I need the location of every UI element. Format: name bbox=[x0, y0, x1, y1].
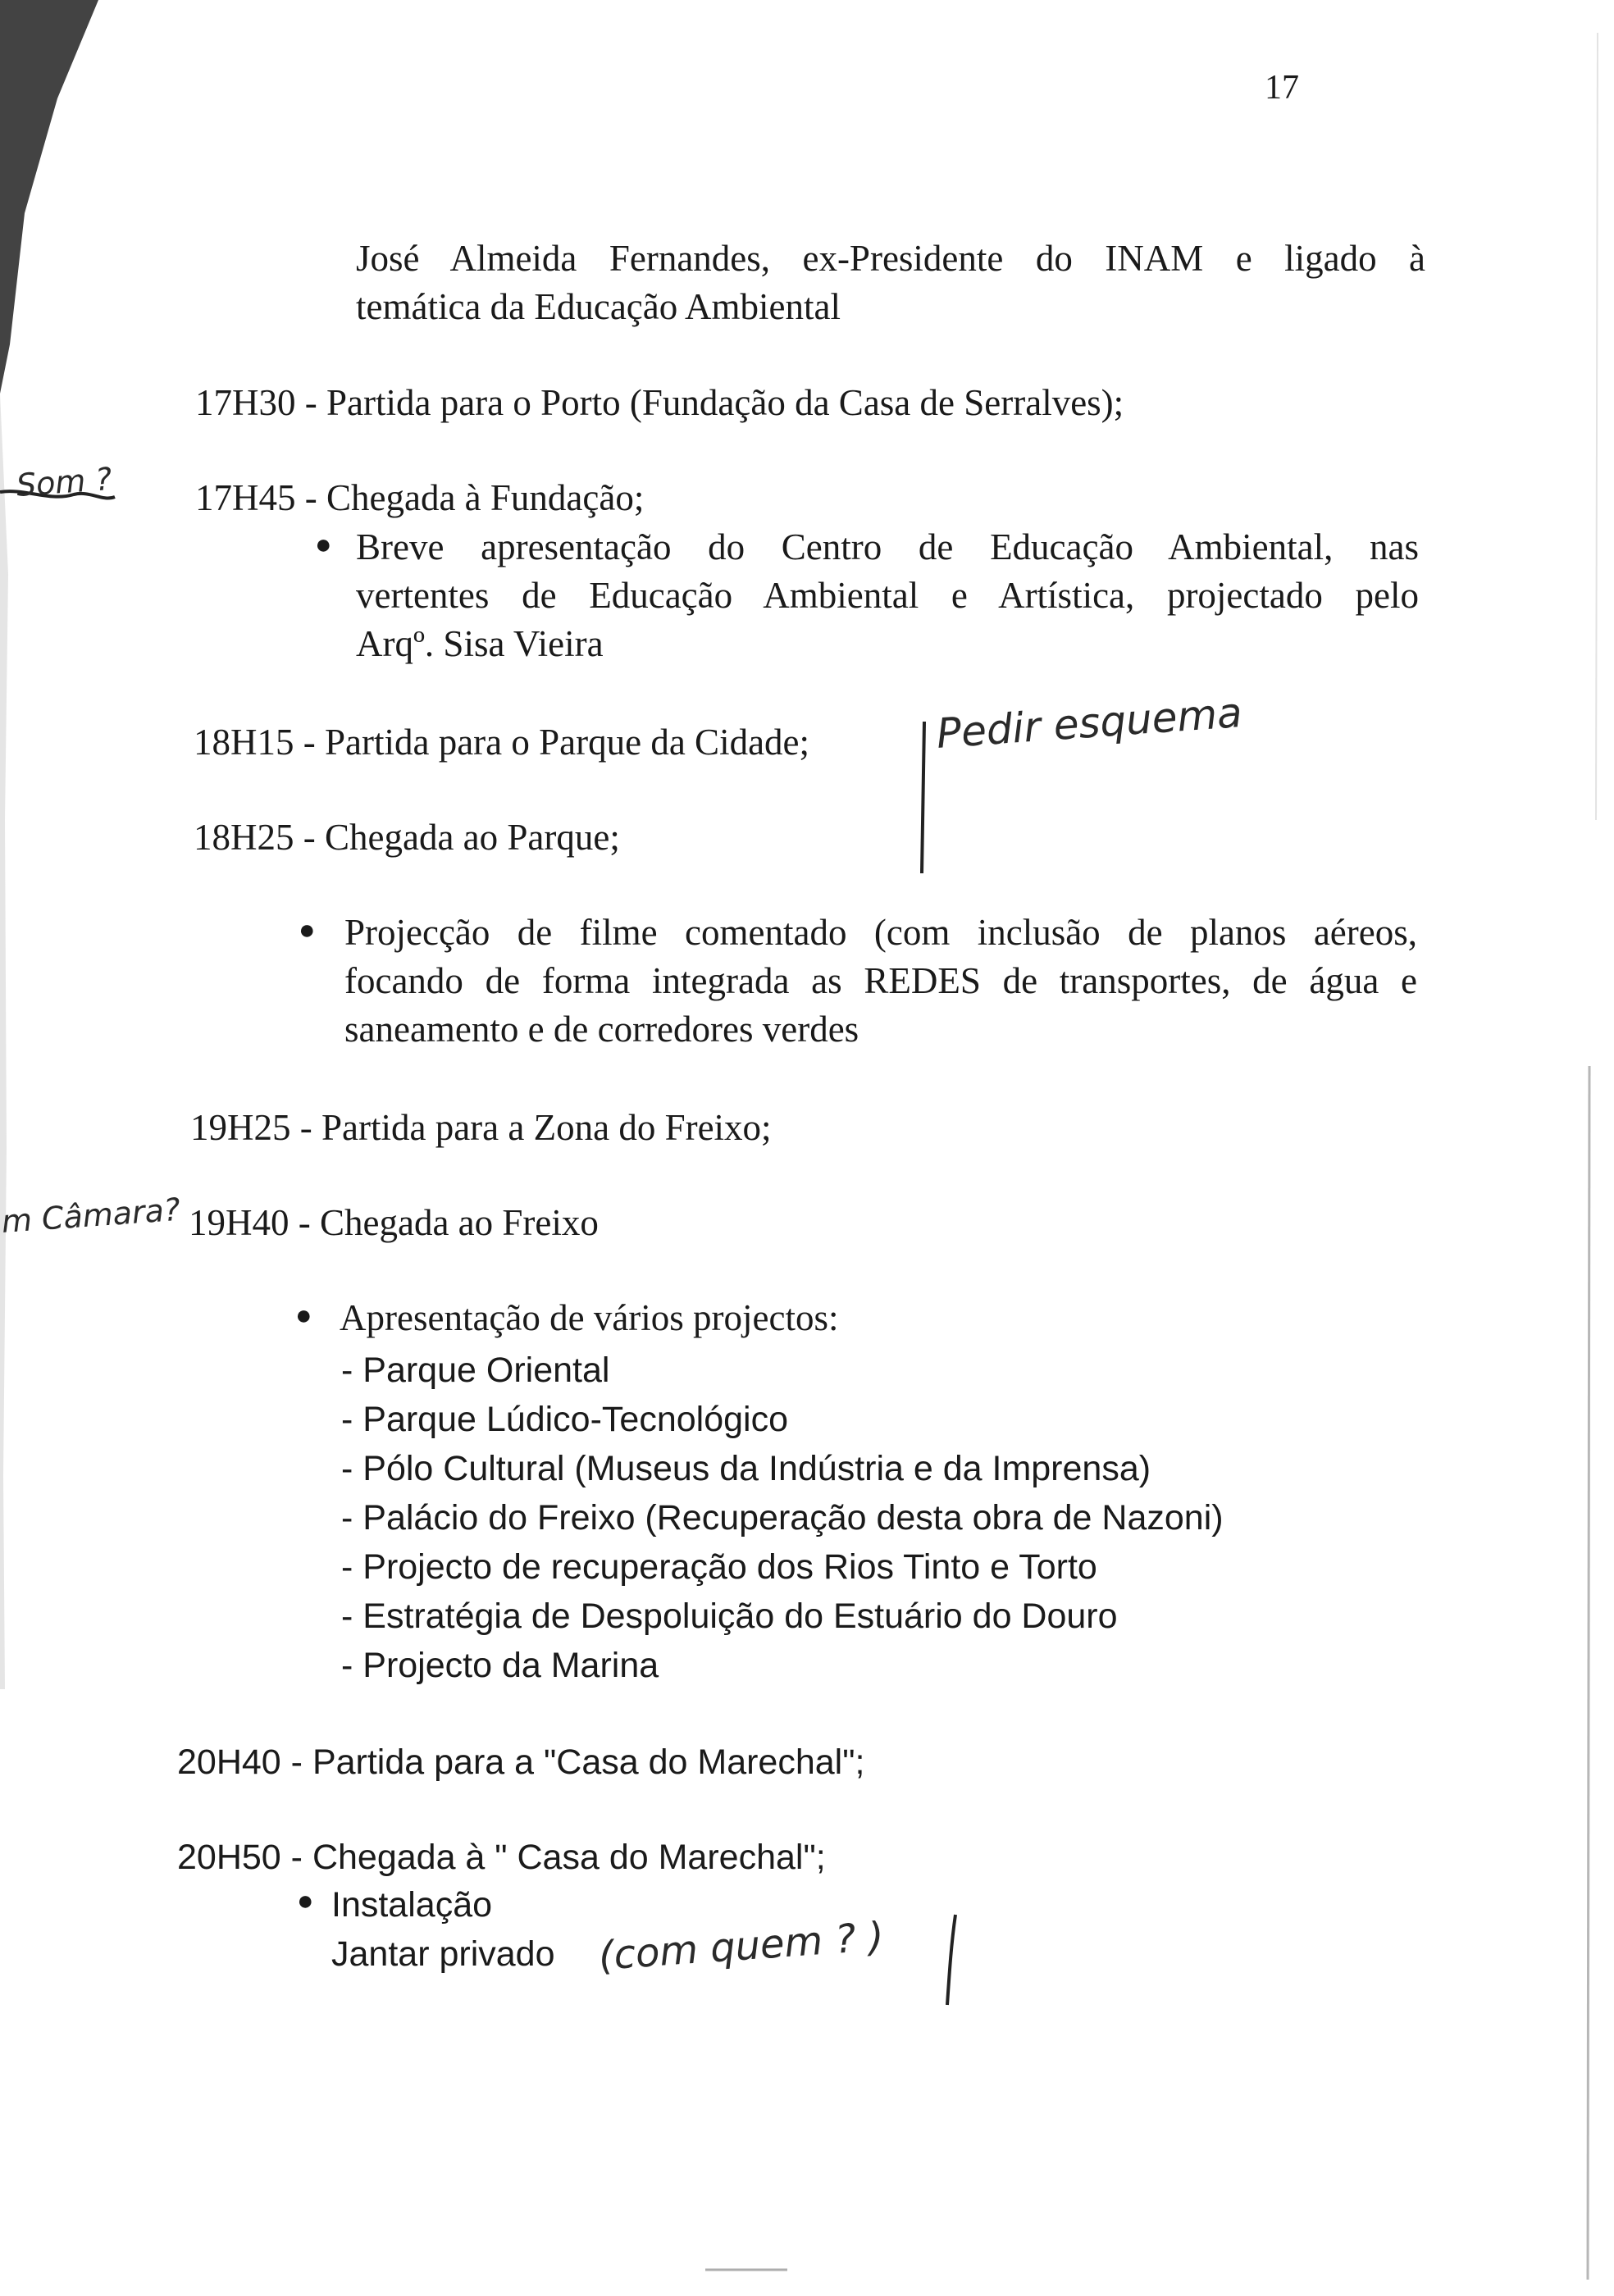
schedule-entry bbox=[194, 813, 620, 862]
entry-time: 19H25 bbox=[190, 1107, 291, 1148]
note-bracket bbox=[922, 722, 924, 873]
right-edge-line bbox=[1588, 1066, 1589, 2280]
freixo-item: - Pólo Cultural (Museus da Indústria e da Imprensa) bbox=[341, 1449, 1151, 1488]
entry-time: 18H25 bbox=[194, 817, 294, 858]
bullet-icon: ● bbox=[295, 1301, 312, 1331]
entry-text: - Partida para o Parque da Cidade; bbox=[303, 722, 810, 763]
bullet-icon: ● bbox=[315, 530, 332, 560]
entry-text: - Partida para a Zona do Freixo; bbox=[299, 1107, 772, 1148]
schedule-entry bbox=[195, 474, 644, 522]
page-number: 17 bbox=[1265, 69, 1299, 107]
parque-line-1: Projecção de filme comentado (com inclusão de planos aéreos, bbox=[344, 912, 1417, 953]
intro-line-1: José Almeida Fernandes, ex-Presidente do INAM e ligado à bbox=[356, 238, 1425, 279]
serralves-line-3: Arqº. Sisa Vieira bbox=[356, 623, 604, 664]
schedule-entry bbox=[194, 718, 809, 767]
entry-text: - Chegada ao Parque; bbox=[303, 817, 620, 858]
corner-shadow-edge bbox=[0, 394, 8, 1689]
freixo-item: - Projecto de recuperação dos Rios Tinto e Torto bbox=[341, 1547, 1097, 1587]
entry-time: 18H15 bbox=[194, 722, 294, 763]
schedule-entry bbox=[177, 1738, 864, 1787]
schedule-entry bbox=[189, 1199, 599, 1247]
close-paren-stroke bbox=[947, 1915, 955, 2005]
entry-text: - Partida para a "Casa do Marechal"; bbox=[290, 1742, 865, 1782]
entry-time: 20H40 bbox=[177, 1742, 281, 1782]
handwritten-note-pedir: Pedir esquema bbox=[934, 689, 1244, 758]
parque-line-3: saneamento e de corredores verdes bbox=[344, 1009, 859, 1050]
entry-time: 19H40 bbox=[189, 1202, 290, 1243]
entry-text: - Partida para o Porto (Fundação da Casa de Serralves); bbox=[304, 382, 1124, 423]
marechal-line-2: Jantar privado bbox=[331, 1934, 555, 1974]
bullet-icon: ● bbox=[297, 1886, 314, 1916]
freixo-item: - Parque Lúdico-Tecnológico bbox=[341, 1400, 788, 1439]
entry-time: 17H30 bbox=[195, 382, 296, 423]
right-edge-line-top bbox=[1596, 33, 1598, 820]
entry-text: - Chegada à " Casa do Marechal"; bbox=[290, 1838, 826, 1877]
parque-line-2: focando de forma integrada as REDES de transportes, de água e bbox=[344, 960, 1417, 1001]
entry-time: 17H45 bbox=[195, 477, 296, 518]
schedule-entry bbox=[195, 379, 1124, 427]
freixo-item: - Estratégia de Despoluição do Estuário do Douro bbox=[341, 1597, 1118, 1636]
handwritten-margin-note: Som ? bbox=[15, 460, 113, 503]
schedule-entry bbox=[177, 1834, 826, 1882]
entry-text: - Chegada ao Freixo bbox=[298, 1202, 599, 1243]
bullet-icon: ● bbox=[299, 915, 316, 945]
freixo-heading: Apresentação de vários projectos: bbox=[340, 1297, 839, 1338]
freixo-item: - Projecto da Marina bbox=[341, 1646, 659, 1685]
freixo-item: - Parque Oriental bbox=[341, 1351, 610, 1390]
schedule-entry bbox=[190, 1104, 772, 1152]
marechal-line-1: Instalação bbox=[331, 1885, 493, 1925]
serralves-line-1: Breve apresentação do Centro de Educação Ambiental, nas bbox=[356, 526, 1419, 567]
entry-time: 20H50 bbox=[177, 1838, 281, 1877]
corner-shadow bbox=[0, 0, 98, 394]
intro-line-2: temática da Educação Ambiental bbox=[356, 286, 841, 327]
freixo-item: - Palácio do Freixo (Recuperação desta obra de Nazoni) bbox=[341, 1498, 1224, 1538]
handwritten-margin-note: m Câmara? bbox=[0, 1191, 182, 1240]
handwritten-note-quem: (com quem ? ) bbox=[597, 1913, 886, 1979]
serralves-line-2: vertentes de Educação Ambiental e Artística, projectado pelo bbox=[356, 575, 1419, 616]
entry-text: - Chegada à Fundação; bbox=[304, 477, 645, 518]
